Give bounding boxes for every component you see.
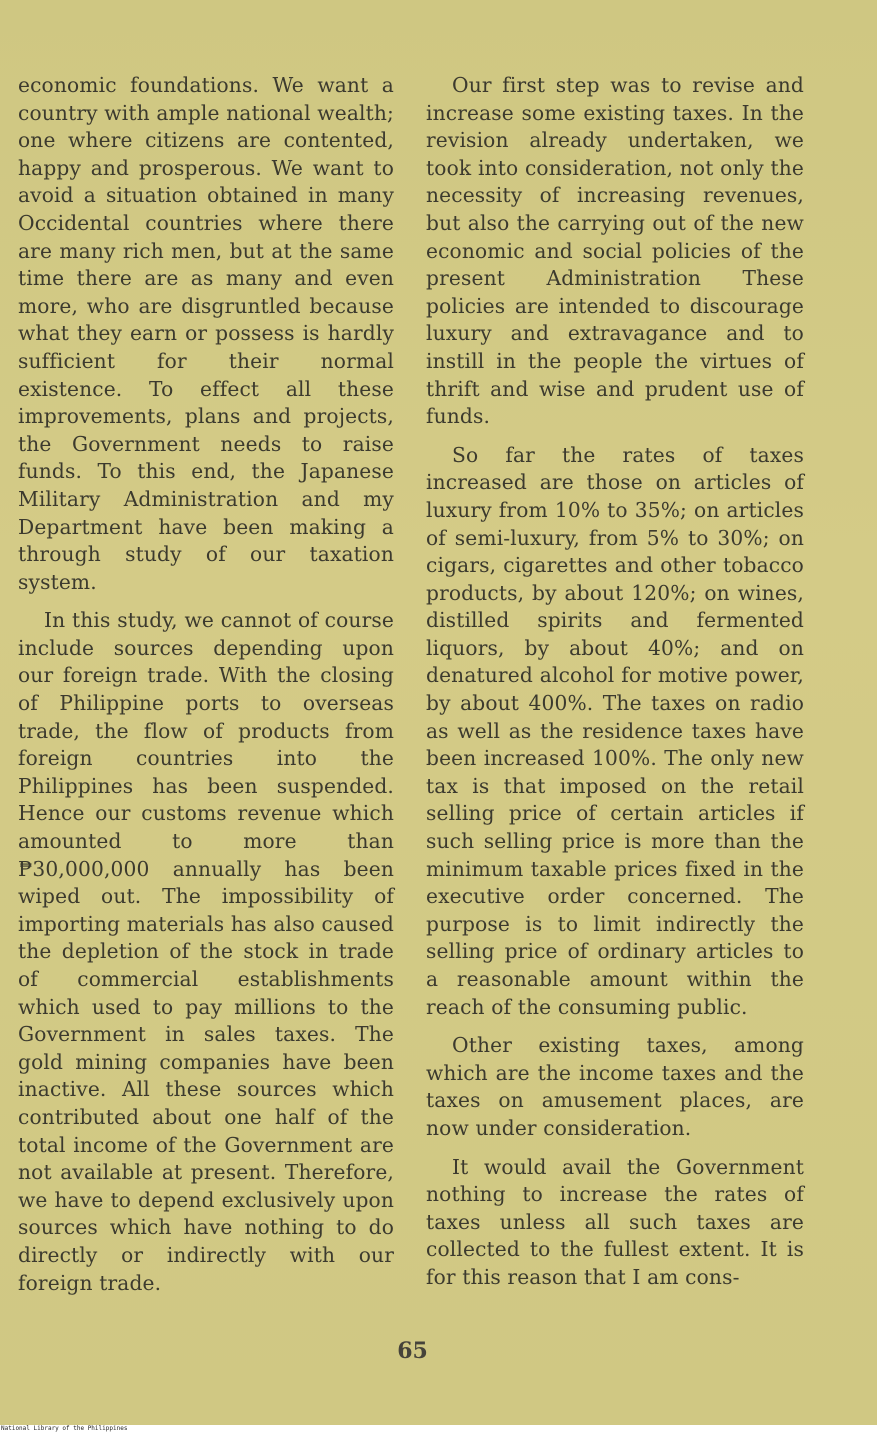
library-credit: National Library of the Philippines	[1, 1425, 128, 1432]
right-column	[426, 72, 804, 1303]
left-column	[18, 72, 394, 1308]
paragraph: Other existing taxes, among which are the income taxes and the taxes on amusement places, are now under consideration.	[426, 1033, 804, 1140]
page-number: 65	[397, 1338, 428, 1364]
paragraph: Our first step was to revise and increase some existing taxes. In the revision already undertaken, we took into consideration, not only the necessity of increasing revenues, but also the carrying out of the new economic and social policies of the present Administration These policies are intended to discourage luxury and extravagance and to instill in the people the virtues of thrift and wise and prudent use of funds.	[426, 73, 804, 429]
paragraph: It would avail the Government nothing to increase the rates of taxes unless all such taxes are collected to the fullest extent. It is for this reason that I am cons-	[426, 1154, 804, 1289]
paragraph: In this study, we cannot of course include sources depending upon our foreign trade. With the closing of Philippine ports to overseas trade, the flow of products from foreign countries into the Philippines has been suspended. Hence our customs revenue which amounted to more than ₱30,000,000 annually has been wiped out. The impossibility of importing materials has also caused the depletion of the stock in trade of commercial establishments which used to pay millions to the Government in sales taxes. The gold mining companies have been inactive. All these sources which contributed about one half of the total income of the Government are not available at present. Therefore, we have to depend exclusively upon sources which have nothing to do directly or indirectly with our foreign trade.	[18, 608, 394, 1295]
paragraph: economic foundations. We want a country with ample national wealth; one where citizens are contented, happy and prosperous. We want to avoid a situation obtained in many Occidental countries where there are many rich men, but at the same time there are as many and even more, who are disgruntled because what they earn or possess is hardly sufficient for their normal existence. To effect all these improvements, plans and projects, the Government needs to raise funds. To this end, the Japanese Military Administration and my Department have been making a through study of our taxation system.	[18, 73, 394, 594]
footer-strip	[0, 1425, 877, 1433]
paragraph: So far the rates of taxes increased are those on articles of luxury from 10% to 35%; on articles of semi-luxury, from 5% to 30%; on cigars, cigarettes and other tobacco products, by about 120%; on wines, distilled spirits and fermented liquors, by about 40%; and on denatured alcohol for motive power, by about 400%. The taxes on radio as well as the residence taxes have been increased 100%. The only new tax is that imposed on the retail selling price of certain articles if such selling price is more than the minimum taxable prices fixed in the executive order concerned. The purpose is to limit indirectly the selling price of ordinary articles to a reasonable amount within the reach of the consuming public.	[426, 442, 804, 1019]
